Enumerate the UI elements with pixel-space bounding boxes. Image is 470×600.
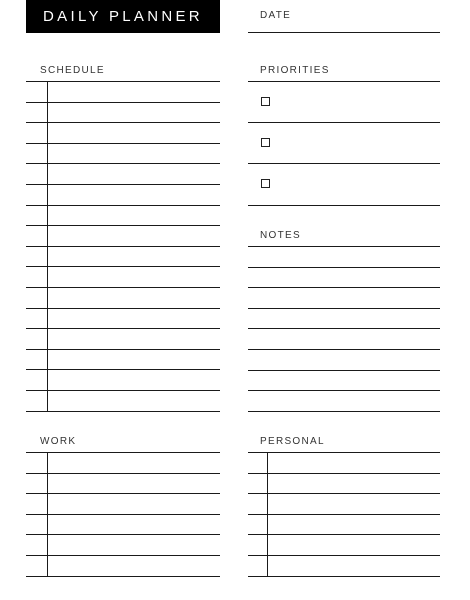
work-row-line[interactable] (26, 576, 220, 577)
notes-row-line[interactable] (248, 246, 440, 247)
work-row-line[interactable] (26, 473, 220, 474)
work-row-line[interactable] (26, 534, 220, 535)
work-row-line[interactable] (26, 514, 220, 515)
work-time-divider (47, 452, 48, 577)
priorities-row-line[interactable] (248, 81, 440, 82)
date-label: DATE (260, 10, 292, 21)
planner-title-banner (26, 0, 220, 33)
personal-label: PERSONAL (260, 436, 325, 447)
schedule-row-line[interactable] (26, 184, 220, 185)
notes-row-line[interactable] (248, 370, 440, 371)
priority-checkbox[interactable] (261, 97, 270, 106)
work-row-line[interactable] (26, 493, 220, 494)
priorities-row-line[interactable] (248, 163, 440, 164)
personal-time-divider (267, 452, 268, 577)
schedule-row-line[interactable] (26, 143, 220, 144)
notes-row-line[interactable] (248, 328, 440, 329)
schedule-row-line[interactable] (26, 246, 220, 247)
schedule-row-line[interactable] (26, 411, 220, 412)
schedule-row-line[interactable] (26, 163, 220, 164)
priority-checkbox[interactable] (261, 179, 270, 188)
priorities-row-line[interactable] (248, 205, 440, 206)
notes-label: NOTES (260, 230, 301, 241)
schedule-row-line[interactable] (26, 308, 220, 309)
personal-row-line[interactable] (248, 452, 440, 453)
schedule-row-line[interactable] (26, 225, 220, 226)
schedule-row-line[interactable] (26, 390, 220, 391)
schedule-row-line[interactable] (26, 369, 220, 370)
priorities-label: PRIORITIES (260, 65, 330, 76)
schedule-row-line[interactable] (26, 287, 220, 288)
personal-row-line[interactable] (248, 514, 440, 515)
notes-row-line[interactable] (248, 411, 440, 412)
date-line[interactable] (248, 32, 440, 33)
schedule-row-line[interactable] (26, 122, 220, 123)
priorities-row-line[interactable] (248, 122, 440, 123)
personal-row-line[interactable] (248, 555, 440, 556)
schedule-row-line[interactable] (26, 328, 220, 329)
notes-row-line[interactable] (248, 390, 440, 391)
personal-row-line[interactable] (248, 473, 440, 474)
schedule-row-line[interactable] (26, 266, 220, 267)
personal-row-line[interactable] (248, 576, 440, 577)
schedule-row-line[interactable] (26, 102, 220, 103)
schedule-time-divider (47, 81, 48, 412)
notes-row-line[interactable] (248, 308, 440, 309)
schedule-row-line[interactable] (26, 205, 220, 206)
personal-row-line[interactable] (248, 534, 440, 535)
priority-checkbox[interactable] (261, 138, 270, 147)
personal-row-line[interactable] (248, 493, 440, 494)
schedule-row-line[interactable] (26, 349, 220, 350)
work-row-line[interactable] (26, 452, 220, 453)
work-label: WORK (40, 436, 77, 447)
notes-row-line[interactable] (248, 267, 440, 268)
planner-title: DAILY PLANNER (43, 8, 203, 25)
schedule-row-line[interactable] (26, 81, 220, 82)
work-row-line[interactable] (26, 555, 220, 556)
schedule-label: SCHEDULE (40, 65, 105, 76)
notes-row-line[interactable] (248, 287, 440, 288)
notes-row-line[interactable] (248, 349, 440, 350)
